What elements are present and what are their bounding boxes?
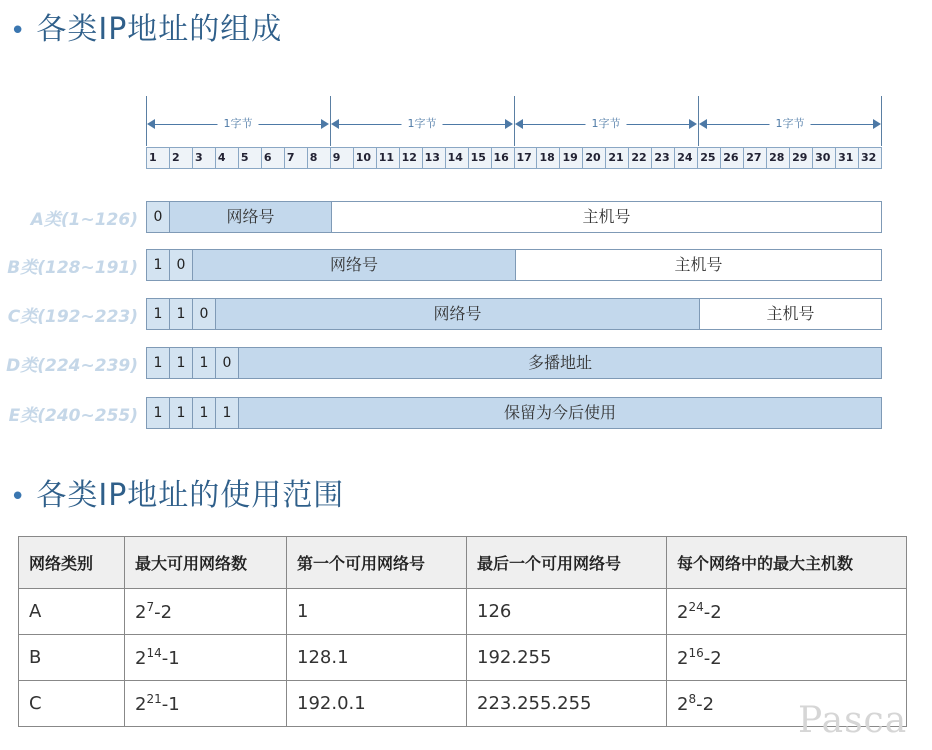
cell-max-networks <box>125 681 287 727</box>
bit-number: 13 <box>423 148 446 168</box>
cell-max-hosts-rest: -2 <box>703 648 722 669</box>
class-address-bar <box>146 201 882 233</box>
bit-number: 21 <box>606 148 629 168</box>
header-last-network: 最后一个可用网络号 <box>467 537 667 589</box>
bit-number: 28 <box>767 148 790 168</box>
prefix-bit-cell: 0 <box>170 250 193 280</box>
prefix-bit-cell: 1 <box>147 348 170 378</box>
host-segment: 主机号 <box>515 250 881 280</box>
ip-class-row <box>0 347 932 379</box>
cell-first-network: 192.0.1 <box>287 681 467 727</box>
cell-max-hosts-exp: 8 <box>688 692 697 706</box>
arrow-right-icon <box>505 119 513 129</box>
bit-number: 17 <box>515 148 538 168</box>
cell-first-network: 128.1 <box>287 635 467 681</box>
bit-number: 24 <box>675 148 698 168</box>
cell-max-networks <box>125 635 287 681</box>
bullet-icon: • <box>10 16 27 46</box>
class-range-label: A类(1~126) <box>30 210 138 230</box>
cell-max-hosts <box>667 589 907 635</box>
cell-last-network: 192.255 <box>467 635 667 681</box>
bit-number: 3 <box>193 148 216 168</box>
bit-number: 14 <box>446 148 469 168</box>
cell-max-hosts-rest: -2 <box>696 694 715 715</box>
byte-label: 1字节 <box>586 116 627 132</box>
prefix-bit-cell: 0 <box>193 299 216 329</box>
cell-class: B <box>19 635 125 681</box>
arrow-left-icon <box>331 119 339 129</box>
bit-number: 30 <box>813 148 836 168</box>
byte-ruler <box>146 96 882 174</box>
byte-label: 1字节 <box>402 116 443 132</box>
ip-range-table <box>18 536 906 727</box>
arrow-left-icon <box>515 119 523 129</box>
table-row <box>19 681 907 727</box>
bit-number: 6 <box>262 148 285 168</box>
section-title-ranges-text: 各类IP地址的使用范围 <box>36 478 345 513</box>
table-row <box>19 635 907 681</box>
class-range-label: C类(192~223) <box>7 307 138 327</box>
prefix-bit-cell: 0 <box>147 202 170 232</box>
network-segment: 网络号 <box>170 202 331 232</box>
cell-max-networks-rest: -1 <box>161 648 180 669</box>
class-range-label: E类(240~255) <box>8 406 138 426</box>
cell-max-networks-exp: 14 <box>146 646 162 660</box>
ip-class-row <box>0 249 932 281</box>
network-segment: 网络号 <box>216 299 699 329</box>
reserved-segment: 多播地址 <box>239 348 881 378</box>
cell-max-hosts-exp: 16 <box>688 646 704 660</box>
table-row <box>19 589 907 635</box>
bit-number: 22 <box>629 148 652 168</box>
prefix-bit-cell: 1 <box>147 250 170 280</box>
bit-number: 25 <box>698 148 721 168</box>
cell-last-network: 223.255.255 <box>467 681 667 727</box>
byte-label: 1字节 <box>218 116 259 132</box>
network-segment: 网络号 <box>193 250 515 280</box>
table-header-row <box>19 537 907 589</box>
bullet-icon: • <box>10 482 27 512</box>
bit-number: 19 <box>560 148 583 168</box>
prefix-bit-cell: 1 <box>193 398 216 428</box>
arrow-left-icon <box>699 119 707 129</box>
bit-number: 10 <box>354 148 377 168</box>
host-segment: 主机号 <box>331 202 881 232</box>
class-address-bar <box>146 397 882 429</box>
section-title-composition-text: 各类IP地址的组成 <box>36 12 283 47</box>
cell-max-networks-exp: 7 <box>146 600 155 614</box>
bit-number: 12 <box>400 148 423 168</box>
arrow-right-icon <box>321 119 329 129</box>
ip-class-row <box>0 201 932 233</box>
bit-number: 18 <box>537 148 560 168</box>
watermark: Pasca <box>798 700 908 741</box>
bit-number: 7 <box>285 148 308 168</box>
bit-number: 4 <box>216 148 239 168</box>
bit-number: 2 <box>170 148 193 168</box>
prefix-bit-cell: 1 <box>170 398 193 428</box>
cell-max-networks-base: 2 <box>135 648 147 669</box>
prefix-bit-cell: 0 <box>216 348 239 378</box>
bit-number: 16 <box>492 148 515 168</box>
ip-class-row <box>0 298 932 330</box>
bit-number: 9 <box>331 148 354 168</box>
host-segment: 主机号 <box>699 299 881 329</box>
cell-max-networks-rest: -1 <box>161 694 180 715</box>
byte-label: 1字节 <box>770 116 811 132</box>
prefix-bit-cell: 1 <box>193 348 216 378</box>
bit-number: 32 <box>861 151 877 164</box>
class-address-bar <box>146 249 882 281</box>
cell-last-network: 126 <box>467 589 667 635</box>
bit-number-row <box>146 147 882 169</box>
prefix-bit-cell: 1 <box>170 299 193 329</box>
prefix-bit-cell: 1 <box>147 299 170 329</box>
cell-max-networks-rest: -2 <box>154 602 173 623</box>
section-title-ranges <box>10 470 344 514</box>
cell-max-hosts-base: 2 <box>677 602 689 623</box>
cell-max-networks <box>125 589 287 635</box>
arrow-right-icon <box>689 119 697 129</box>
cell-class: C <box>19 681 125 727</box>
bit-number: 26 <box>721 148 744 168</box>
cell-max-networks-base: 2 <box>135 694 147 715</box>
bit-number: 15 <box>469 148 492 168</box>
bit-number: 31 <box>836 148 859 168</box>
bit-number: 1 <box>147 148 170 168</box>
bit-number: 23 <box>652 148 675 168</box>
cell-class: A <box>19 589 125 635</box>
cell-max-networks-exp: 21 <box>146 692 162 706</box>
byte-span-arrow <box>699 116 881 132</box>
byte-span-arrow <box>515 116 697 132</box>
prefix-bit-cell: 1 <box>216 398 239 428</box>
class-range-label: B类(128~191) <box>7 258 138 278</box>
class-address-bar <box>146 347 882 379</box>
section-title-composition <box>10 4 282 48</box>
arrow-right-icon <box>873 119 881 129</box>
prefix-bit-cell: 1 <box>170 348 193 378</box>
header-max-networks: 最大可用网络数 <box>125 537 287 589</box>
header-max-hosts: 每个网络中的最大主机数 <box>667 537 907 589</box>
cell-max-networks-base: 2 <box>135 602 147 623</box>
cell-max-hosts-exp: 24 <box>688 600 704 614</box>
class-address-bar <box>146 298 882 330</box>
bit-number: 29 <box>790 148 813 168</box>
cell-max-hosts-base: 2 <box>677 694 689 715</box>
reserved-segment: 保留为今后使用 <box>239 398 881 428</box>
ip-class-row <box>0 397 932 429</box>
cell-first-network: 1 <box>287 589 467 635</box>
byte-boundary-line <box>881 96 882 146</box>
header-first-network: 第一个可用网络号 <box>287 537 467 589</box>
bit-number: 11 <box>377 148 400 168</box>
prefix-bit-cell: 1 <box>147 398 170 428</box>
cell-max-hosts-base: 2 <box>677 648 689 669</box>
arrow-left-icon <box>147 119 155 129</box>
bit-number: 27 <box>744 148 767 168</box>
byte-span-arrow <box>331 116 513 132</box>
bit-number: 5 <box>239 148 262 168</box>
bit-number: 20 <box>583 148 606 168</box>
cell-max-hosts <box>667 635 907 681</box>
bit-number: 8 <box>308 148 331 168</box>
cell-max-hosts-rest: -2 <box>703 602 722 623</box>
header-class: 网络类别 <box>19 537 125 589</box>
byte-span-arrow <box>147 116 329 132</box>
class-range-label: D类(224~239) <box>6 356 138 376</box>
